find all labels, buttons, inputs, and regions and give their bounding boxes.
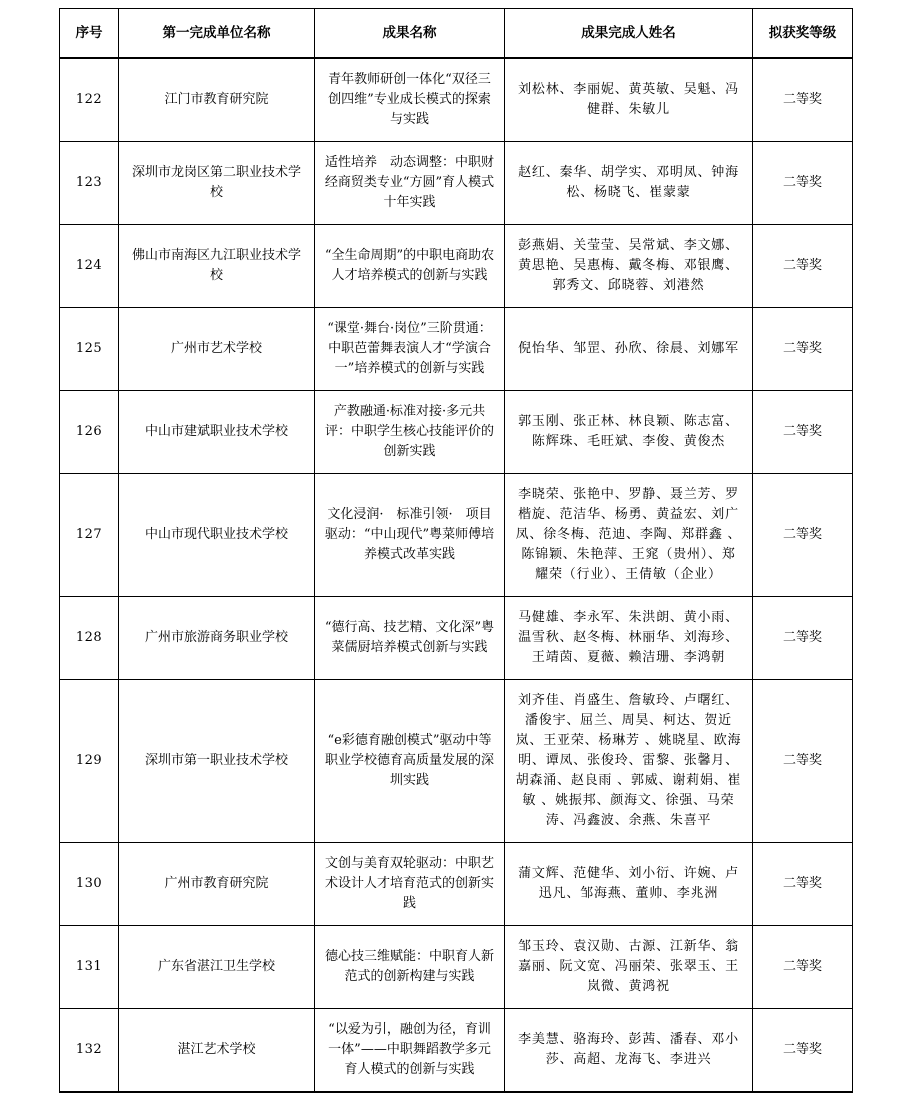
serial-number-cell: 124 [60, 225, 119, 308]
header-proposed-award-level: 拟获奖等级 [753, 9, 853, 59]
achievement-title-cell: 文创与美育双轮驱动：中职艺术设计人才培育范式的创新实践 [315, 843, 505, 926]
serial-number-cell: 127 [60, 474, 119, 597]
completers-names-cell: 李晓荣、张艳中、罗静、聂兰芳、罗楷旋、范洁华、杨勇、黄益宏、刘广凤、徐冬梅、范迪、李陶、郑群鑫 、陈锦颖、朱艳萍、王窕（贵州）、郑 耀荣（行业）、王倩敏（企业） [505, 474, 753, 597]
unit-name-cell: 湛江艺术学校 [119, 1009, 315, 1093]
achievement-title-cell: 文化浸润· 标准引领· 项目驱动：“中山现代”粤菜师傅培养模式改革实践 [315, 474, 505, 597]
serial-number-cell: 122 [60, 58, 119, 142]
award-level-cell: 二等奖 [753, 308, 853, 391]
unit-name-cell: 中山市现代职业技术学校 [119, 474, 315, 597]
serial-number-cell: 125 [60, 308, 119, 391]
unit-name-cell: 广州市旅游商务职业学校 [119, 597, 315, 680]
award-results-table [59, 8, 853, 1093]
serial-number-cell: 130 [60, 843, 119, 926]
award-level-cell: 二等奖 [753, 597, 853, 680]
table-row [60, 308, 853, 391]
serial-number-cell: 123 [60, 142, 119, 225]
achievement-title-cell: 青年教师研创一体化“双径三创四维”专业成长模式的探索与实践 [315, 58, 505, 142]
achievement-title-cell: “以爱为引，融创为径，育训一体”——中职舞蹈教学多元育人模式的创新与实践 [315, 1009, 505, 1093]
unit-name-cell: 深圳市龙岗区第二职业技术学校 [119, 142, 315, 225]
completers-names-cell: 彭燕娟、关莹莹、吴常斌、李文娜、黄思艳、吴惠梅、戴冬梅、邓银鹰、郭秀文、邱晓蓉、刘港然 [505, 225, 753, 308]
achievement-title-cell: “德行高、技艺精、文化深”粤菜儒厨培养模式创新与实践 [315, 597, 505, 680]
unit-name-cell: 江门市教育研究院 [119, 58, 315, 142]
award-level-cell: 二等奖 [753, 474, 853, 597]
table-row [60, 58, 853, 142]
header-completers-names: 成果完成人姓名 [505, 9, 753, 59]
table-row [60, 843, 853, 926]
serial-number-cell: 128 [60, 597, 119, 680]
serial-number-cell: 131 [60, 926, 119, 1009]
completers-names-cell: 邹玉玲、袁汉勋、古源、江新华、翁嘉丽、阮文宽、冯丽荣、张翠玉、王岚微、黄鸿祝 [505, 926, 753, 1009]
achievement-title-cell: 德心技三维赋能：中职育人新范式的创新构建与实践 [315, 926, 505, 1009]
award-level-cell: 二等奖 [753, 142, 853, 225]
table-header-row [60, 9, 853, 59]
award-level-cell: 二等奖 [753, 58, 853, 142]
award-level-cell: 二等奖 [753, 843, 853, 926]
award-level-cell: 二等奖 [753, 1009, 853, 1093]
achievement-title-cell: “课堂·舞台·岗位”三阶贯通：中职芭蕾舞表演人才“学演合一”培养模式的创新与实践 [315, 308, 505, 391]
table-row [60, 1009, 853, 1093]
serial-number-cell: 129 [60, 680, 119, 843]
table-row [60, 474, 853, 597]
completers-names-cell: 刘齐佳、肖盛生、詹敏玲、卢曙红、潘俊宇、屈兰、周昊、柯达、贺近岚、王亚荣、杨琳芳 、姚晓星、欧海明、谭凤、张俊玲、雷黎、张馨月、胡森涌、赵良雨 、郭威、谢莉娟、崔敏 、姚振邦、颜海文、徐强、马荣涛、冯鑫波、余燕、朱喜平 [505, 680, 753, 843]
header-first-completing-unit: 第一完成单位名称 [119, 9, 315, 59]
completers-names-cell: 刘松林、李丽妮、黄英敏、吴魁、冯健群、朱敏儿 [505, 58, 753, 142]
completers-names-cell: 倪怡华、邹罡、孙欣、徐晨、刘娜军 [505, 308, 753, 391]
unit-name-cell: 佛山市南海区九江职业技术学校 [119, 225, 315, 308]
award-level-cell: 二等奖 [753, 225, 853, 308]
unit-name-cell: 中山市建斌职业技术学校 [119, 391, 315, 474]
table-row [60, 926, 853, 1009]
completers-names-cell: 李美慧、骆海玲、彭茜、潘春、邓小莎、高超、龙海飞、李进兴 [505, 1009, 753, 1093]
table-row [60, 391, 853, 474]
completers-names-cell: 马健雄、李永军、朱洪朗、黄小雨、温雪秋、赵冬梅、林丽华、刘海珍、王靖茵、夏薇、赖洁珊、李鸿朝 [505, 597, 753, 680]
award-level-cell: 二等奖 [753, 391, 853, 474]
unit-name-cell: 广州市艺术学校 [119, 308, 315, 391]
table-row [60, 680, 853, 843]
achievement-title-cell: “e彩德育融创模式”驱动中等职业学校德育高质量发展的深圳实践 [315, 680, 505, 843]
table-row [60, 142, 853, 225]
results-table-body [60, 58, 853, 1092]
completers-names-cell: 蒲文辉、范健华、刘小衍、许婉、卢迅凡、邹海燕、董帅、李兆洲 [505, 843, 753, 926]
unit-name-cell: 广州市教育研究院 [119, 843, 315, 926]
header-achievement-name: 成果名称 [315, 9, 505, 59]
achievement-title-cell: “全生命周期”的中职电商助农人才培养模式的创新与实践 [315, 225, 505, 308]
unit-name-cell: 深圳市第一职业技术学校 [119, 680, 315, 843]
table-row [60, 225, 853, 308]
serial-number-cell: 132 [60, 1009, 119, 1093]
serial-number-cell: 126 [60, 391, 119, 474]
completers-names-cell: 赵红、秦华、胡学实、邓明凤、钟海松、杨晓飞、崔蒙蒙 [505, 142, 753, 225]
table-row [60, 597, 853, 680]
achievement-title-cell: 产教融通·标准对接·多元共评：中职学生核心技能评价的创新实践 [315, 391, 505, 474]
achievement-title-cell: 适性培养 动态调整：中职财经商贸类专业“方圆”育人模式十年实践 [315, 142, 505, 225]
award-level-cell: 二等奖 [753, 680, 853, 843]
completers-names-cell: 郭玉刚、张正林、林良颖、陈志富、陈辉珠、毛旺斌、李俊、黄俊杰 [505, 391, 753, 474]
award-level-cell: 二等奖 [753, 926, 853, 1009]
header-serial-number: 序号 [60, 9, 119, 59]
unit-name-cell: 广东省湛江卫生学校 [119, 926, 315, 1009]
